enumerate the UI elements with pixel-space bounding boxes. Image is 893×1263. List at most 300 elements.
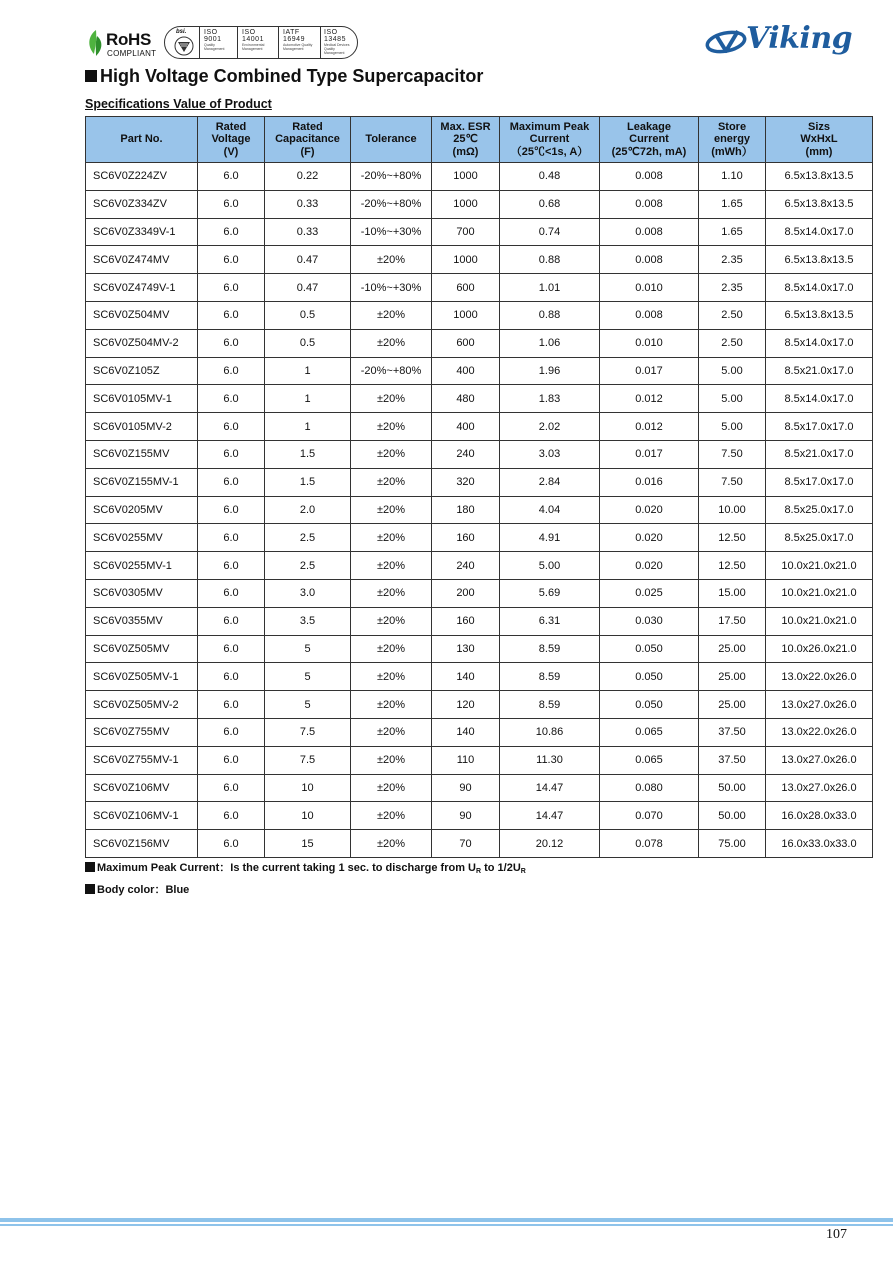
table-cell: 5 — [265, 691, 351, 719]
table-cell: ±20% — [351, 385, 432, 413]
table-cell: 0.017 — [600, 440, 699, 468]
footer-rule-thin — [0, 1224, 893, 1226]
part-number-cell: SC6V0Z224ZV — [86, 163, 198, 191]
table-cell: 10.0x21.0x21.0 — [766, 579, 873, 607]
cert-code: 14001 — [242, 36, 264, 43]
cert-name: ISO — [242, 29, 256, 36]
table-cell: 12.50 — [699, 552, 766, 580]
table-cell: 6.0 — [198, 830, 265, 858]
table-cell: 0.065 — [600, 718, 699, 746]
note-label: Maximum Peak Current： — [97, 862, 231, 874]
table-cell: 6.0 — [198, 579, 265, 607]
table-cell: 6.31 — [500, 607, 600, 635]
cert-iso14001 — [242, 29, 276, 57]
table-cell: 0.030 — [600, 607, 699, 635]
table-cell: 8.5x17.0x17.0 — [766, 468, 873, 496]
leaf-icon — [86, 28, 104, 58]
column-header-line: (mΩ) — [452, 145, 479, 158]
table-cell: 6.5x13.8x13.5 — [766, 163, 873, 191]
table-cell: 2.5 — [265, 524, 351, 552]
table-cell: 7.50 — [699, 440, 766, 468]
table-cell: 0.050 — [600, 663, 699, 691]
column-header-line: Voltage — [211, 133, 251, 146]
part-number-cell: SC6V0255MV-1 — [86, 552, 198, 580]
cert-divider — [237, 27, 238, 58]
table-cell: 2.02 — [500, 413, 600, 441]
table-cell: 10.0x21.0x21.0 — [766, 552, 873, 580]
table-cell: 1.83 — [500, 385, 600, 413]
column-header-line: (V) — [223, 145, 239, 158]
table-cell: 2.84 — [500, 468, 600, 496]
table-cell: -20%~+80% — [351, 190, 432, 218]
table-cell: 10.0x26.0x21.0 — [766, 635, 873, 663]
column-header — [265, 117, 351, 163]
table-cell: 0.050 — [600, 635, 699, 663]
note-subscript: R — [520, 868, 526, 875]
table-cell: 180 — [432, 496, 500, 524]
table-cell: 6.5x13.8x13.5 — [766, 246, 873, 274]
table-cell: 0.080 — [600, 774, 699, 802]
column-header-line: Leakage — [626, 120, 672, 133]
part-number-cell: SC6V0Z3349V-1 — [86, 218, 198, 246]
table-cell: 6.0 — [198, 163, 265, 191]
table-cell: 16.0x33.0x33.0 — [766, 830, 873, 858]
part-number-cell: SC6V0Z504MV-2 — [86, 329, 198, 357]
square-bullet-icon — [85, 70, 97, 82]
table-cell: ±20% — [351, 663, 432, 691]
table-cell: 2.50 — [699, 301, 766, 329]
table-cell: 13.0x22.0x26.0 — [766, 663, 873, 691]
table-cell: 37.50 — [699, 718, 766, 746]
bsi-text: bsi. — [176, 29, 187, 35]
table-cell: 6.0 — [198, 274, 265, 302]
rohs-logo — [86, 28, 166, 62]
table-cell: ±20% — [351, 718, 432, 746]
table-row — [86, 440, 873, 468]
column-header-line: WxHxL — [800, 133, 838, 146]
part-number-cell: SC6V0Z156MV — [86, 830, 198, 858]
table-cell: 6.0 — [198, 663, 265, 691]
column-header — [351, 117, 432, 163]
table-cell: 8.5x25.0x17.0 — [766, 496, 873, 524]
column-header — [198, 117, 265, 163]
table-cell: 8.5x17.0x17.0 — [766, 413, 873, 441]
table-cell: ±20% — [351, 468, 432, 496]
bsi-kitemark-icon — [171, 29, 197, 57]
table-cell: 1.65 — [699, 190, 766, 218]
certification-badges — [164, 26, 358, 59]
table-cell: 0.88 — [500, 301, 600, 329]
table-cell: 0.47 — [265, 246, 351, 274]
column-header-line: (mWh） — [711, 145, 753, 158]
table-cell: 0.010 — [600, 329, 699, 357]
table-row — [86, 385, 873, 413]
table-cell: 5.00 — [699, 413, 766, 441]
table-cell: -20%~+80% — [351, 357, 432, 385]
table-cell: 160 — [432, 524, 500, 552]
table-cell: 5 — [265, 635, 351, 663]
table-cell: 2.35 — [699, 246, 766, 274]
part-number-cell: SC6V0Z505MV — [86, 635, 198, 663]
table-cell: 6.0 — [198, 802, 265, 830]
table-cell: 160 — [432, 607, 500, 635]
table-cell: 700 — [432, 218, 500, 246]
table-row — [86, 663, 873, 691]
table-cell: 6.0 — [198, 357, 265, 385]
table-cell: ±20% — [351, 579, 432, 607]
table-cell: 0.48 — [500, 163, 600, 191]
table-cell: 8.5x14.0x17.0 — [766, 274, 873, 302]
cert-description: Medical Devices Quality Management — [324, 43, 350, 55]
table-cell: 90 — [432, 802, 500, 830]
table-cell: 6.0 — [198, 301, 265, 329]
table-cell: 6.5x13.8x13.5 — [766, 301, 873, 329]
table-row — [86, 579, 873, 607]
table-cell: 2.35 — [699, 274, 766, 302]
table-cell: 0.025 — [600, 579, 699, 607]
table-row — [86, 246, 873, 274]
table-cell: 0.008 — [600, 246, 699, 274]
table-body — [86, 163, 873, 858]
table-cell: 6.0 — [198, 440, 265, 468]
table-cell: 0.008 — [600, 218, 699, 246]
table-row — [86, 163, 873, 191]
table-row — [86, 413, 873, 441]
table-row — [86, 746, 873, 774]
table-cell: 140 — [432, 718, 500, 746]
part-number-cell: SC6V0205MV — [86, 496, 198, 524]
table-cell: 6.0 — [198, 718, 265, 746]
note-body-color — [85, 881, 189, 897]
cert-code: 9001 — [204, 36, 222, 43]
table-cell: 7.5 — [265, 718, 351, 746]
table-cell: 140 — [432, 663, 500, 691]
column-header — [699, 117, 766, 163]
table-cell: 2.0 — [265, 496, 351, 524]
table-row — [86, 691, 873, 719]
table-cell: 5.69 — [500, 579, 600, 607]
square-bullet-icon — [85, 884, 95, 894]
table-cell: 1000 — [432, 163, 500, 191]
table-cell: ±20% — [351, 301, 432, 329]
cert-divider — [278, 27, 279, 58]
table-cell: 0.050 — [600, 691, 699, 719]
table-cell: 11.30 — [500, 746, 600, 774]
column-header-line: Current — [529, 133, 570, 146]
table-cell: 16.0x28.0x33.0 — [766, 802, 873, 830]
table-cell: 8.5x25.0x17.0 — [766, 524, 873, 552]
table-cell: 6.0 — [198, 413, 265, 441]
part-number-cell: SC6V0Z155MV-1 — [86, 468, 198, 496]
cert-description: Quality Management — [204, 43, 225, 51]
cert-iso13485 — [324, 29, 354, 57]
table-cell: 10.86 — [500, 718, 600, 746]
table-cell: 1.01 — [500, 274, 600, 302]
table-cell: 1.10 — [699, 163, 766, 191]
table-cell: 10.0x21.0x21.0 — [766, 607, 873, 635]
table-cell: 0.5 — [265, 301, 351, 329]
part-number-cell: SC6V0105MV-2 — [86, 413, 198, 441]
table-cell: 0.74 — [500, 218, 600, 246]
viking-logo — [705, 20, 855, 64]
note-text-mid: to 1/2U — [481, 862, 521, 874]
page-number: 107 — [826, 1227, 847, 1242]
table-cell: 0.008 — [600, 301, 699, 329]
table-cell: 50.00 — [699, 774, 766, 802]
cert-name: IATF — [283, 29, 300, 36]
table-cell: ±20% — [351, 524, 432, 552]
table-cell: 6.0 — [198, 746, 265, 774]
table-cell: 25.00 — [699, 635, 766, 663]
table-cell: 6.0 — [198, 218, 265, 246]
part-number-cell: SC6V0Z334ZV — [86, 190, 198, 218]
rohs-title: RoHS — [106, 30, 152, 49]
table-cell: 14.47 — [500, 774, 600, 802]
table-row — [86, 468, 873, 496]
note-text: Is the current taking 1 sec. to discharge from U — [230, 862, 476, 874]
table-row — [86, 329, 873, 357]
table-cell: 0.008 — [600, 163, 699, 191]
table-cell: 5 — [265, 663, 351, 691]
table-cell: 6.0 — [198, 774, 265, 802]
table-cell: 400 — [432, 357, 500, 385]
bsi-logo — [171, 29, 197, 57]
table-cell: 6.0 — [198, 385, 265, 413]
footer-rule — [0, 1218, 893, 1222]
cert-code: 13485 — [324, 36, 346, 43]
table-cell: -10%~+30% — [351, 274, 432, 302]
table-cell: 0.68 — [500, 190, 600, 218]
cert-description: Automotive Quality Management — [283, 43, 313, 51]
table-cell: 13.0x22.0x26.0 — [766, 718, 873, 746]
column-header-line: Rated — [292, 120, 323, 133]
table-cell: 1.06 — [500, 329, 600, 357]
table-cell: 240 — [432, 440, 500, 468]
table-cell: ±20% — [351, 607, 432, 635]
table-cell: 0.020 — [600, 496, 699, 524]
column-header-line: Capacitance — [275, 133, 340, 146]
table-cell: 0.33 — [265, 218, 351, 246]
table-cell: 110 — [432, 746, 500, 774]
cert-name: ISO — [204, 29, 218, 36]
part-number-cell: SC6V0Z105Z — [86, 357, 198, 385]
column-header-line: Rated — [215, 120, 247, 133]
table-cell: ±20% — [351, 774, 432, 802]
part-number-cell: SC6V0Z505MV-1 — [86, 663, 198, 691]
table-cell: ±20% — [351, 496, 432, 524]
table-cell: 90 — [432, 774, 500, 802]
table-cell: 0.22 — [265, 163, 351, 191]
table-row — [86, 830, 873, 858]
table-cell: -10%~+30% — [351, 218, 432, 246]
spec-table — [85, 116, 873, 858]
table-cell: ±20% — [351, 830, 432, 858]
table-row — [86, 496, 873, 524]
table-cell: ±20% — [351, 635, 432, 663]
table-cell: 6.0 — [198, 190, 265, 218]
table-cell: 0.020 — [600, 552, 699, 580]
table-cell: 14.47 — [500, 802, 600, 830]
table-cell: 4.91 — [500, 524, 600, 552]
table-cell: 15.00 — [699, 579, 766, 607]
section-subtitle: Specifications Value of Product — [85, 97, 272, 111]
rohs-subtitle: COMPLIANT — [107, 49, 157, 58]
table-cell: 0.33 — [265, 190, 351, 218]
table-cell: 600 — [432, 274, 500, 302]
table-cell: 600 — [432, 329, 500, 357]
table-row — [86, 718, 873, 746]
table-cell: 6.0 — [198, 329, 265, 357]
table-cell: 1000 — [432, 190, 500, 218]
part-number-cell: SC6V0Z106MV — [86, 774, 198, 802]
table-cell: 0.47 — [265, 274, 351, 302]
table-cell: 3.0 — [265, 579, 351, 607]
column-header-line: (mm) — [805, 145, 833, 158]
table-cell: 7.50 — [699, 468, 766, 496]
table-cell: 1000 — [432, 246, 500, 274]
note-subscript: R — [476, 868, 482, 875]
table-cell: 6.0 — [198, 552, 265, 580]
table-cell: 200 — [432, 579, 500, 607]
table-cell: 25.00 — [699, 663, 766, 691]
table-cell: 10 — [265, 802, 351, 830]
table-cell: 8.59 — [500, 691, 600, 719]
cert-divider — [320, 27, 321, 58]
table-row — [86, 524, 873, 552]
table-cell: 37.50 — [699, 746, 766, 774]
table-cell: 2.50 — [699, 329, 766, 357]
table-cell: 25.00 — [699, 691, 766, 719]
table-cell: 75.00 — [699, 830, 766, 858]
table-cell: 6.5x13.8x13.5 — [766, 190, 873, 218]
column-header-line: Tolerance — [365, 133, 417, 146]
table-cell: 70 — [432, 830, 500, 858]
table-header-row — [86, 117, 873, 163]
table-cell: 0.012 — [600, 413, 699, 441]
table-cell: 5.00 — [699, 385, 766, 413]
page-header — [0, 0, 893, 70]
cert-code: 16949 — [283, 36, 305, 43]
table-cell: 0.008 — [600, 190, 699, 218]
table-cell: 5.00 — [699, 357, 766, 385]
table-cell: 3.5 — [265, 607, 351, 635]
column-header-line: 25℃ — [453, 133, 478, 146]
table-cell: 1 — [265, 385, 351, 413]
cert-name: ISO — [324, 29, 338, 36]
table-cell: -20%~+80% — [351, 163, 432, 191]
table-cell: 0.010 — [600, 274, 699, 302]
table-cell: 8.5x14.0x17.0 — [766, 218, 873, 246]
table-cell: ±20% — [351, 552, 432, 580]
part-number-cell: SC6V0Z755MV — [86, 718, 198, 746]
part-number-cell: SC6V0Z474MV — [86, 246, 198, 274]
note-body-color-text: Body color：Blue — [97, 884, 190, 896]
table-cell: 6.0 — [198, 524, 265, 552]
table-cell: 400 — [432, 413, 500, 441]
table-cell: 0.016 — [600, 468, 699, 496]
table-cell: 0.5 — [265, 329, 351, 357]
column-header — [500, 117, 600, 163]
table-cell: 17.50 — [699, 607, 766, 635]
table-cell: 0.065 — [600, 746, 699, 774]
part-number-cell: SC6V0Z155MV — [86, 440, 198, 468]
table-cell: 10.00 — [699, 496, 766, 524]
cert-iatf16949 — [283, 29, 319, 57]
table-cell: 1.96 — [500, 357, 600, 385]
column-header-line: Current — [629, 133, 669, 146]
square-bullet-icon — [85, 862, 95, 872]
table-cell: 0.070 — [600, 802, 699, 830]
page-title-text: High Voltage Combined Type Supercapacitor — [100, 66, 484, 86]
part-number-cell: SC6V0355MV — [86, 607, 198, 635]
column-header — [600, 117, 699, 163]
table-cell: 320 — [432, 468, 500, 496]
part-number-cell: SC6V0255MV — [86, 524, 198, 552]
note-peak-current — [85, 859, 526, 875]
column-header-line: Store — [717, 120, 747, 133]
table-cell: 1000 — [432, 301, 500, 329]
table-cell: 50.00 — [699, 802, 766, 830]
column-header-line: Part No. — [120, 133, 163, 146]
column-header-line: Max. ESR — [440, 120, 491, 133]
table-cell: 8.5x21.0x17.0 — [766, 357, 873, 385]
table-cell: 13.0x27.0x26.0 — [766, 746, 873, 774]
table-cell: ±20% — [351, 691, 432, 719]
table-cell: 6.0 — [198, 468, 265, 496]
table-cell: ±20% — [351, 246, 432, 274]
column-header-line: Maximum Peak — [509, 120, 590, 133]
table-cell: 1 — [265, 357, 351, 385]
table-cell: ±20% — [351, 413, 432, 441]
table-row — [86, 190, 873, 218]
part-number-cell: SC6V0Z504MV — [86, 301, 198, 329]
column-header-line: energy — [713, 133, 751, 146]
cert-iso9001 — [204, 29, 230, 57]
column-header-line: （25℃<1s, A） — [510, 145, 589, 158]
table-row — [86, 635, 873, 663]
table-cell: 13.0x27.0x26.0 — [766, 774, 873, 802]
table-cell: ±20% — [351, 329, 432, 357]
table-row — [86, 552, 873, 580]
table-cell: 5.00 — [500, 552, 600, 580]
table-cell: 0.017 — [600, 357, 699, 385]
table-cell: 12.50 — [699, 524, 766, 552]
table-cell: ±20% — [351, 802, 432, 830]
table-cell: 130 — [432, 635, 500, 663]
table-cell: 480 — [432, 385, 500, 413]
table-cell: 8.5x14.0x17.0 — [766, 385, 873, 413]
column-header-line: (F) — [300, 145, 315, 158]
column-header-line: (25℃72h, mA) — [611, 145, 687, 158]
table-cell: 13.0x27.0x26.0 — [766, 691, 873, 719]
viking-emblem-icon — [705, 22, 751, 62]
column-header — [432, 117, 500, 163]
part-number-cell: SC6V0Z755MV-1 — [86, 746, 198, 774]
table-cell: 0.88 — [500, 246, 600, 274]
column-header — [86, 117, 198, 163]
table-row — [86, 774, 873, 802]
table-cell: 20.12 — [500, 830, 600, 858]
part-number-cell: SC6V0Z505MV-2 — [86, 691, 198, 719]
table-cell: 6.0 — [198, 246, 265, 274]
table-row — [86, 301, 873, 329]
table-cell: ±20% — [351, 746, 432, 774]
table-cell: 0.020 — [600, 524, 699, 552]
page-title — [85, 66, 483, 87]
table-cell: 1.5 — [265, 468, 351, 496]
column-header — [766, 117, 873, 163]
table-cell: 6.0 — [198, 635, 265, 663]
